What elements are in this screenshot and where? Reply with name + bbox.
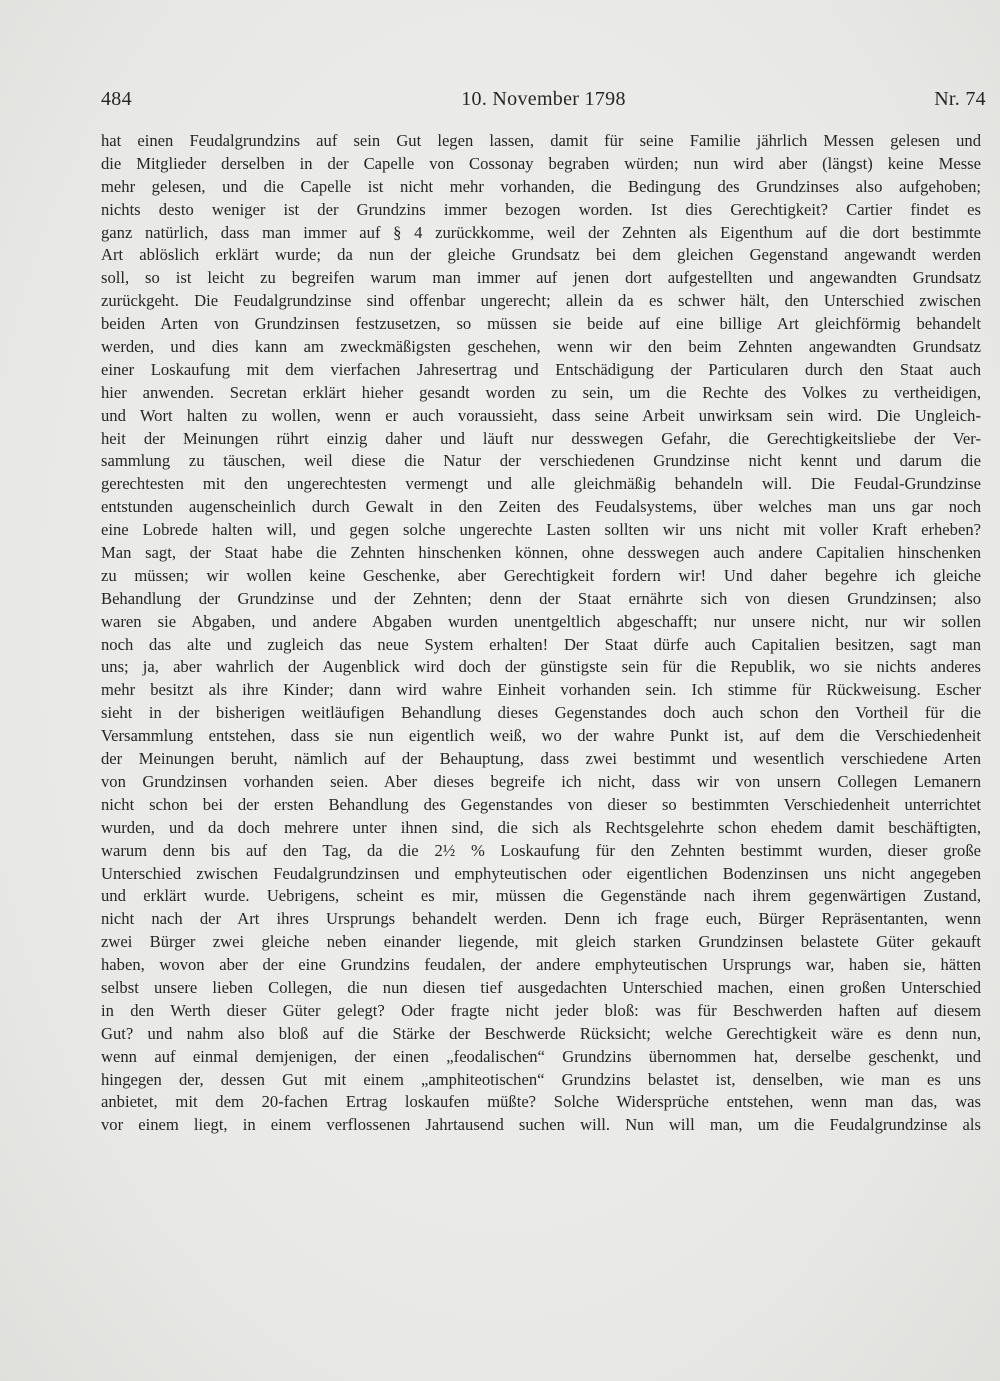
text-line: Behandlung der Grundzinse und der Zehnten; denn der Staat ernährte sich von diesen Grundzinsen; also xyxy=(101,588,981,608)
text-line: uns; ja, aber wahrlich der Augenblick wird doch der günstigste sein für die Republik, wo sie nichts anderes xyxy=(101,657,981,677)
body-text xyxy=(101,130,981,1137)
text-line: noch das alte und zugleich das neue System erhalten! Der Staat dürfe auch Capitalien besitzen, sagt man xyxy=(101,634,981,654)
text-line: zu müssen; wir wollen keine Geschenke, aber Gerechtigkeit fordern wir! Und daher begehre ich gleiche xyxy=(101,565,981,585)
text-line: Versammlung entstehen, dass sie nun eigentlich weiß, wo der wahre Punkt ist, auf dem die Verschiedenheit xyxy=(101,726,981,746)
text-line: einer Loskaufung mit dem vierfachen Jahresertrag und Entschädigung der Particularen durch den Staat auch xyxy=(101,359,981,379)
page-number: 484 xyxy=(101,88,132,110)
text-line: beiden Arten von Grundzinsen festzusetzen, so müssen sie beide auf eine billige Art gleichförmig behandelt xyxy=(101,314,981,334)
text-line: wenn auf einmal demjenigen, der einen „feodalischen“ Grundzins übernommen hat, derselbe geschenkt, und xyxy=(101,1046,981,1066)
text-line: vor einem liegt, in einem verflossenen Jahrtausend suchen will. Nun will man, um die Feudalgrundzinse als xyxy=(101,1115,981,1135)
text-line: werden, und dies kann am zweckmäßigsten geschehen, wenn wir den beim Zehnten angewandten Grundsatz xyxy=(101,337,981,357)
text-line: sieht in der bisherigen weitläufigen Behandlung dieses Gegenstandes doch auch schon den Vortheil für die xyxy=(101,703,981,723)
text-line: haben, wovon aber der eine Grundzins feudalen, der andere emphyteutischen Ursprungs war, haben sie, hätten xyxy=(101,955,981,975)
header-date: 10. November 1798 xyxy=(461,88,626,110)
page-header xyxy=(101,88,986,116)
text-line: mehr besitzt als ihre Kinder; dann wird wahre Einheit vorhanden sein. Ich stimme für Rückweisung. Escher xyxy=(101,680,981,700)
text-line: waren sie Abgaben, und andere Abgaben wurden unentgeltlich abgeschafft; nur unsere nicht, nur wir sollen xyxy=(101,611,981,631)
text-line: mehr gelesen, und die Capelle ist nicht mehr vorhanden, die Bedingung des Grundzinses also aufgehoben; xyxy=(101,176,981,196)
issue-number: Nr. 74 xyxy=(934,88,986,110)
text-line: Gut? und nahm also bloß auf die Stärke der Beschwerde Rücksicht; welche Gerechtigkeit wäre es denn nun, xyxy=(101,1023,981,1043)
text-line: hat einen Feudalgrundzins auf sein Gut legen lassen, damit für seine Familie jährlich Messen gelesen und xyxy=(101,131,981,150)
text-line: von Grundzinsen vorhanden seien. Aber dieses begreife ich nicht, dass wir von unsern Collegen Lemanern xyxy=(101,771,981,791)
text-line: soll, so ist leicht zu begreifen warum man immer auf jenen dort aufgestellten und angewandten Grundsatz xyxy=(101,268,981,288)
text-line: anbietet, mit dem 20-fachen Ertrag loskaufen müßte? Solche Widersprüche entstehen, wenn man das, was xyxy=(101,1092,981,1112)
text-line: und Wort halten zu wollen, wenn er auch voraussieht, dass seine Arbeit unwirksam sein wird. Die Ungleich- xyxy=(101,405,981,425)
text-line: entstunden augenscheinlich durch Gewalt in den Zeiten des Feudalsystems, über welches man uns gar noch xyxy=(101,497,981,517)
text-line: zwei Bürger zwei gleiche neben einander liegende, mit gleich starken Grundzinsen belastete Güter gekauft xyxy=(101,932,981,952)
text-line: zurückgeht. Die Feudalgrundzinse sind offenbar ungerecht; allein da es schwer hält, den Unterschied zwischen xyxy=(101,291,981,311)
text-line: Unterschied zwischen Feudalgrundzinsen und emphyteutischen oder eigentlichen Bodenzinsen uns nicht angegeben xyxy=(101,863,981,883)
text-line: Man sagt, der Staat habe die Zehnten hinschenken können, ohne desswegen auch andere Capitalien hinschenken xyxy=(101,543,981,563)
text-line: warum denn bis auf den Tag, da die 2½ % Loskaufung für den Zehnten bestimmt wurden, dieser große xyxy=(101,840,981,860)
text-line: gerechtesten mit den ungerechtesten vermengt und alle gleichmäßig behandeln will. Die Feudal-Grundzinse xyxy=(101,474,981,494)
text-line: hingegen der, dessen Gut mit einem „amphiteotischen“ Grundzins belastet ist, denselben, wie man es uns xyxy=(101,1069,981,1089)
text-line: nichts desto weniger ist der Grundzins immer bezogen worden. Ist dies Gerechtigkeit? Cartier findet es xyxy=(101,199,981,219)
text-line: sammlung zu täuschen, weil diese die Natur der verschiedenen Grundzinse nicht kennt und darum die xyxy=(101,451,981,471)
text-line: in den Werth dieser Güter gelegt? Oder fragte nicht jeder bloß: was für Beschwerden haften auf diesem xyxy=(101,1000,981,1020)
text-line: heit der Meinungen rührt einzig daher und läuft nur desswegen Gefahr, die Gerechtigkeitsliebe der Ver- xyxy=(101,428,981,448)
text-line: Art ablöslich erklärt wurde; da nun der gleiche Grundsatz bei dem gleichen Gegenstand angewandt werden xyxy=(101,245,981,265)
text-line: wurden, und da doch mehrere unter ihnen sind, die sich als Rechtsgelehrte schon ehedem damit beschäftigten, xyxy=(101,817,981,837)
text-line: nicht nach der Art ihres Ursprungs behandelt werden. Denn ich frage euch, Bürger Repräsentanten, wenn xyxy=(101,909,981,929)
text-line: selbst unsere lieben Collegen, die nun diesen tief ausgedachten Unterschied machen, einen großen Unterschied xyxy=(101,977,981,997)
text-line: der Meinungen beruht, nämlich auf der Behauptung, dass zwei bestimmt und wesentlich verschiedene Arten xyxy=(101,749,981,769)
text-line: und erklärt wurde. Uebrigens, scheint es mir, müssen die Gegenstände nach ihrem gegenwärtigen Zustand, xyxy=(101,886,981,906)
text-line: hier anwenden. Secretan erklärt hieher gesandt worden zu sein, um die Rechte des Volkes zu vertheidigen, xyxy=(101,382,981,402)
text-line: nicht schon bei der ersten Behandlung des Gegenstandes von dieser so bestimmten Verschiedenheit unterrichtet xyxy=(101,794,981,814)
text-line: die Mitglieder derselben in der Capelle von Cossonay begraben würden; nun wird aber (längst) keine Messe xyxy=(101,153,981,173)
text-line: ganz natürlich, dass man immer auf § 4 zurückkomme, weil der Zehnten als Eigenthum auf die dort bestimmte xyxy=(101,222,981,242)
text-line: eine Lobrede halten will, und gegen solche ungerechte Lasten sollten wir uns nicht mit voller Kraft erheben? xyxy=(101,520,981,540)
